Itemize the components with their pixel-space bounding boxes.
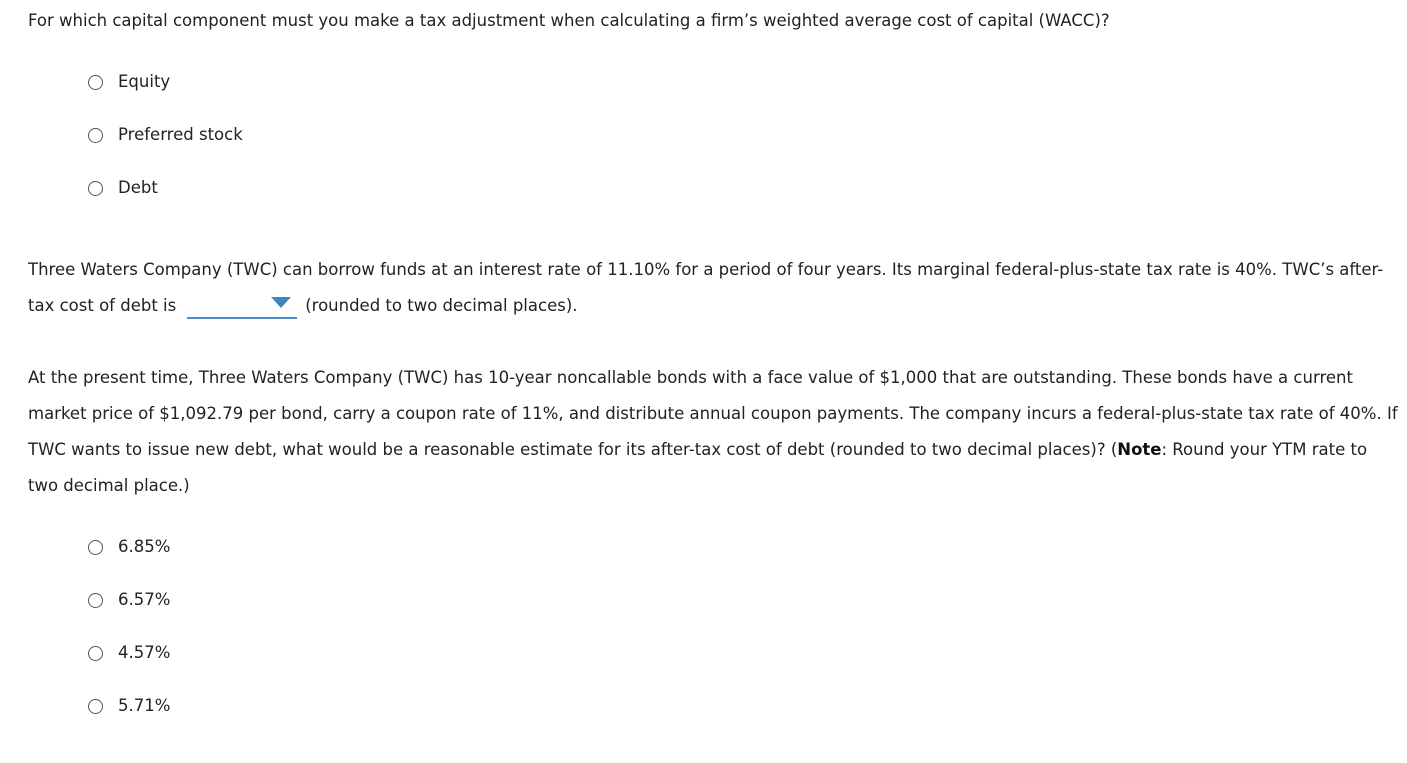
question-2-text: Three Waters Company (TWC) can borrow funds at an interest rate of 11.10% for a period of four years. Its marginal federal-plus-state tax rate is 40%. TWC’s after-tax cost of debt is <box>28 260 1384 315</box>
radio-button-icon[interactable] <box>88 181 103 196</box>
radio-button-icon[interactable] <box>88 128 103 143</box>
option-label: Equity <box>118 72 171 91</box>
question-1-option-equity[interactable] <box>88 71 170 93</box>
option-label: Debt <box>118 178 158 197</box>
question-2 <box>28 252 1400 324</box>
question-1-option-debt[interactable] <box>88 177 158 199</box>
note-label: Note <box>1117 440 1162 459</box>
option-label: 5.71% <box>118 696 171 715</box>
question-3 <box>28 360 1400 504</box>
option-label: 4.57% <box>118 643 171 662</box>
question-1-option-preferred-stock[interactable] <box>88 124 243 146</box>
question-1-text: For which capital component must you make a tax adjustment when calculating a firm’s weighted average cost of capital (WACC)? <box>28 11 1110 30</box>
option-label: 6.57% <box>118 590 171 609</box>
radio-button-icon[interactable] <box>88 699 103 714</box>
question-3-option-2[interactable] <box>88 589 170 611</box>
note-text: : Round your YTM rate to two decimal place.) <box>28 440 1368 495</box>
option-label: Preferred stock <box>118 125 243 144</box>
option-label: 6.85% <box>118 537 171 556</box>
question-3-text: At the present time, Three Waters Company (TWC) has 10-year noncallable bonds with a face value of $1,000 that are outstanding. These bonds have a current market price of $1,092.79 per bond, carry a coupon rate of 11%, and distribute annual coupon payments. The company incurs a federal-plus-state tax rate of 40%. If TWC wants to issue new debt, what would be a reasonable estimate for its after-tax cost of debt (rounded to two decimal places)? ( <box>28 368 1398 459</box>
radio-button-icon[interactable] <box>88 593 103 608</box>
radio-button-icon[interactable] <box>88 646 103 661</box>
question-3-option-4[interactable] <box>88 695 170 717</box>
radio-button-icon[interactable] <box>88 75 103 90</box>
radio-button-icon[interactable] <box>88 540 103 555</box>
after-tax-cost-dropdown[interactable] <box>187 295 297 319</box>
question-3-option-3[interactable] <box>88 642 170 664</box>
chevron-down-icon[interactable] <box>271 297 291 308</box>
question-3-option-1[interactable] <box>88 536 170 558</box>
question-2-text-suffix: (rounded to two decimal places). <box>305 296 578 315</box>
